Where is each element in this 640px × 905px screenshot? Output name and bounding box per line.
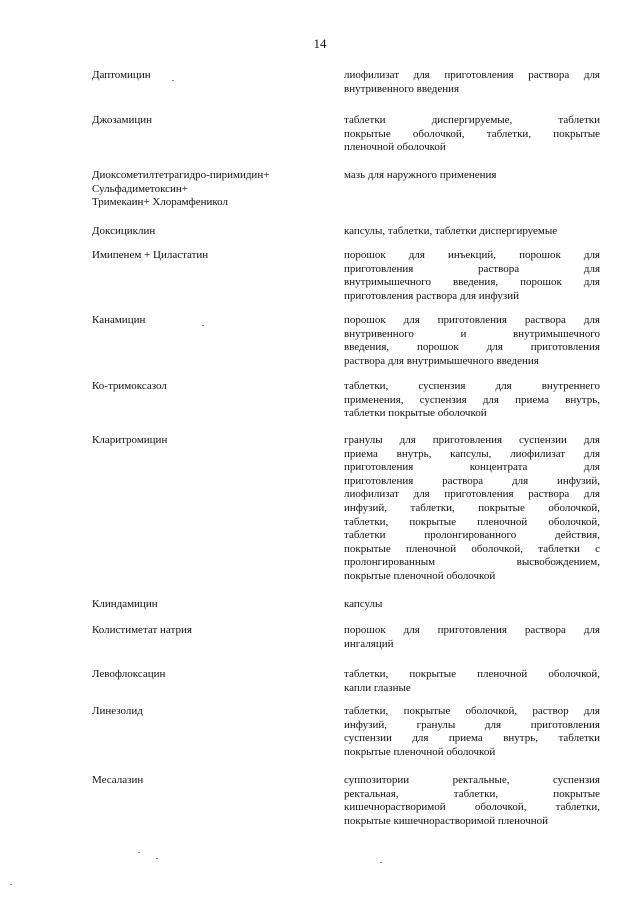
drug-name-line: Даптомицин	[92, 69, 151, 81]
dosage-form-line: капсулы, таблетки, таблетки диспергируемые	[344, 225, 558, 237]
dosage-form-line: порошок для приготовления раствора для	[344, 624, 600, 636]
scan-speck	[156, 858, 158, 859]
drug-name	[92, 668, 327, 682]
dosage-form	[344, 380, 600, 421]
drug-name	[92, 598, 327, 612]
dosage-form-line: внутривенного и внутримышечного	[344, 327, 600, 340]
dosage-form	[344, 598, 600, 612]
dosage-form-line: покрытые оболочкой, таблетки, покрытые	[344, 127, 600, 140]
scan-speck	[10, 884, 12, 885]
page-number: 14	[313, 36, 327, 51]
dosage-form-line: таблетки, суспензия для внутреннего	[344, 380, 600, 392]
dosage-form-line: таблетки, покрытые пленочной оболочкой,	[344, 515, 600, 528]
dosage-form-line: приготовления раствора для инфузий,	[344, 474, 600, 487]
drug-name-line: Ко-тримоксазол	[92, 380, 167, 392]
dosage-form	[344, 774, 600, 828]
dosage-form-line: таблетки пролонгированного действия,	[344, 529, 600, 542]
drug-name	[92, 314, 327, 328]
dosage-form-line: ингаляций	[344, 637, 394, 650]
dosage-form-line: покрытые пленочной оболочкой	[344, 745, 496, 758]
dosage-form-line: покрытые пленочной оболочкой, таблетки с	[344, 542, 600, 555]
drug-name-line: Клиндамицин	[92, 598, 158, 610]
dosage-form	[344, 705, 600, 759]
dosage-form-line: гранулы для приготовления суспензии для	[344, 434, 600, 446]
drug-name-line: Сульфадиметоксин+	[92, 182, 189, 195]
dosage-form-line: применения, суспензия для приема внутрь,	[344, 393, 600, 406]
dosage-form-line: покрытые пленочной оболочкой	[344, 569, 496, 582]
drug-name-line: Месалазин	[92, 774, 144, 786]
drug-name-line: Джозамицин	[92, 114, 153, 126]
dosage-form-line: таблетки диспергируемые, таблетки	[344, 114, 600, 126]
dosage-form-line: введения, порошок для приготовления	[344, 341, 600, 354]
dosage-form-line: пролонгированным высвобождением,	[344, 556, 600, 569]
dosage-form-line: мазь для наружного применения	[344, 169, 497, 181]
drug-name-line: Линезолид	[92, 705, 143, 717]
dosage-form	[344, 314, 600, 368]
dosage-form-line: лиофилизат для приготовления раствора для	[344, 69, 600, 81]
dosage-form-line: кишечнорастворимой оболочкой, таблетки,	[344, 801, 600, 814]
dosage-form-line: лиофилизат для приготовления раствора для	[344, 488, 600, 501]
dosage-form-line: приготовления концентрата для	[344, 461, 600, 474]
drug-name-line: Диоксометилтетрагидро-пиримидин+	[92, 169, 270, 181]
dosage-form-line: капсулы	[344, 598, 383, 610]
dosage-form-line: инфузий, таблетки, покрытые оболочкой,	[344, 501, 600, 514]
scan-speck	[202, 325, 204, 326]
dosage-form	[344, 434, 600, 584]
dosage-form-line: таблетки, покрытые оболочкой, раствор для	[344, 705, 600, 717]
drug-name	[92, 774, 327, 788]
drug-name-line: Левофлоксацин	[92, 668, 166, 680]
dosage-form-line: пленочной оболочкой	[344, 141, 446, 154]
drug-name-line: Доксициклин	[92, 225, 156, 237]
dosage-form-line: покрытые кишечнорастворимой пленочной	[344, 814, 549, 827]
drug-name	[92, 114, 327, 128]
dosage-form-line: приема внутрь, капсулы, лиофилизат для	[344, 447, 600, 460]
dosage-form-line: внутримышечного введения, порошок для	[344, 276, 600, 289]
drug-name	[92, 69, 327, 83]
dosage-form-line: порошок для приготовления раствора для	[344, 314, 600, 326]
dosage-form	[344, 169, 600, 183]
dosage-form-line: приготовления раствора для инфузий	[344, 289, 519, 302]
drug-name	[92, 705, 327, 719]
scan-speck	[138, 852, 140, 853]
scan-speck	[172, 80, 174, 81]
drug-name-line: Канамицин	[92, 314, 146, 326]
dosage-form-line: порошок для инъекций, порошок для	[344, 249, 600, 261]
drug-name	[92, 225, 327, 239]
drug-name-line: Колистиметат натрия	[92, 624, 192, 636]
dosage-form-line: суспензии для приема внутрь, таблетки	[344, 732, 600, 745]
drug-name-line: Тримекаин+ Хлорамфеникол	[92, 196, 229, 209]
scan-speck	[380, 862, 382, 863]
dosage-form	[344, 69, 600, 96]
dosage-form-line: капли глазные	[344, 681, 411, 694]
drug-name	[92, 624, 327, 638]
drug-name	[92, 249, 327, 263]
dosage-form	[344, 249, 600, 303]
dosage-form	[344, 114, 600, 155]
dosage-form-line: раствора для внутримышечного введения	[344, 354, 539, 367]
dosage-form-line: таблетки, покрытые пленочной оболочкой,	[344, 668, 600, 680]
drug-name	[92, 169, 327, 210]
dosage-form-line: инфузий, гранулы для приготовления	[344, 718, 600, 731]
drug-name-line: Имипенем + Циластатин	[92, 249, 209, 261]
dosage-form-line: суппозитории ректальные, суспензия	[344, 774, 600, 786]
dosage-form-line: внутривенного введения	[344, 82, 460, 95]
dosage-form-line: ректальная, таблетки, покрытые	[344, 787, 600, 800]
drug-name	[92, 434, 327, 448]
drug-name	[92, 380, 327, 394]
drug-name-line: Кларитромицин	[92, 434, 168, 446]
dosage-form	[344, 225, 600, 239]
dosage-form	[344, 624, 600, 651]
dosage-form-line: таблетки покрытые оболочкой	[344, 407, 487, 420]
dosage-form-line: приготовления раствора для	[344, 262, 600, 275]
dosage-form	[344, 668, 600, 695]
